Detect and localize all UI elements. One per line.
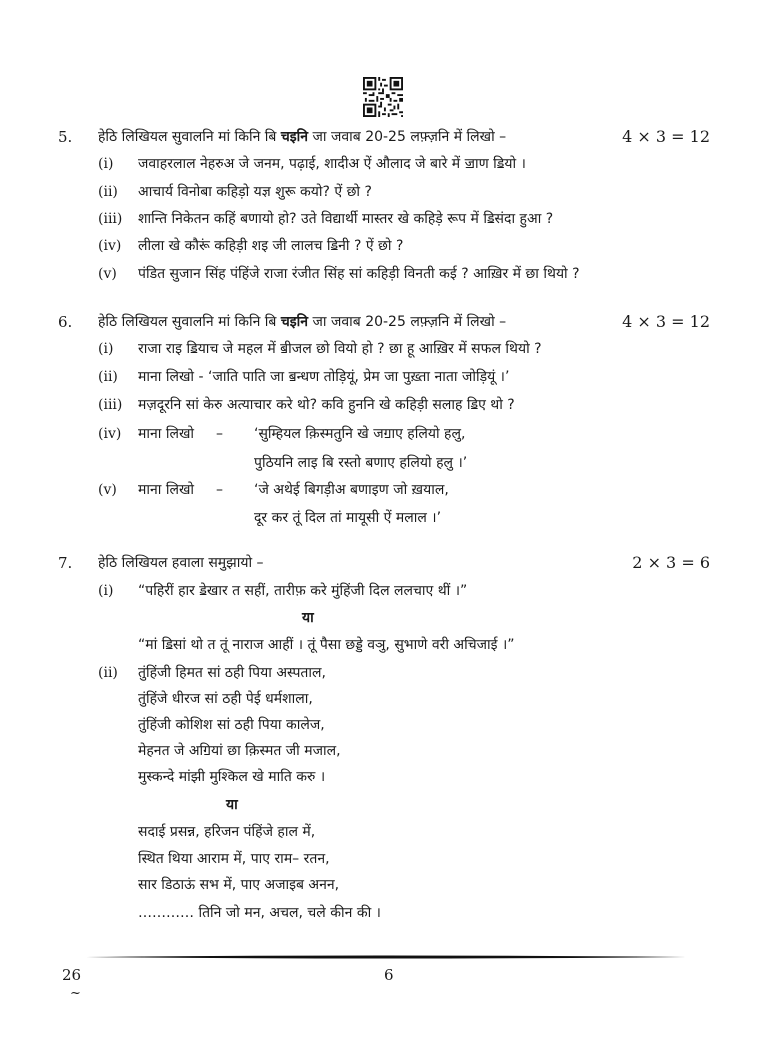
q7-marks: 2 × 3 = 6	[632, 553, 710, 572]
q5-part-text: जवाहरलाल नेहरुअ जे जनम, पढ़ाई, शादीअ ऐं औलाद जे बारे में ॼाण ॾियो ।	[138, 156, 526, 172]
q5-part-label: (i)	[98, 156, 114, 172]
q6-stem: हेठि लिखियल सुवालनि मां किनि बि चइनि जा जवाब 20-25 लफ़्ज़नि में लिखो –	[98, 314, 507, 330]
q6-part-prefix: माना लिखो	[138, 482, 195, 498]
q6-verse-line: ‘सुम्हियल क़िस्मतुनि खे जॻाए हलियो हलु,	[254, 426, 466, 442]
q5-stem: हेठि लिखियल सुवालनि मां किनि बि चइनि जा जवाब 20-25 लफ़्ज़नि में लिखो –	[98, 129, 507, 145]
q5-part-text: लीला खे कौरूं कहिड़ी शइ जी लालच ॾिनी ? ऐं छो ?	[138, 238, 404, 254]
q6-marks: 4 × 3 = 12	[622, 312, 710, 331]
q7-verse-line: सार डिठाऊं सभ में, पाए अजाइब अनन,	[138, 877, 340, 893]
q7-quote: “मां ॾिसां थो त तूं नाराज आहीं । तूं पैसा छड्डे वञु, सुभाणे वरी अचिजाई ।”	[138, 637, 515, 653]
q7-or-label: या	[226, 797, 238, 813]
q6-verse-line: ‘जे अथेई बिगड़ीअ बणाइण जो ख़याल,	[254, 482, 449, 498]
q6-part-prefix: माना लिखो	[138, 426, 195, 442]
q7-verse-line: सदाई प्रसन्न, हरिजन पंहिंजे हाल में,	[138, 824, 316, 840]
q7-verse-line: स्थित थिया आराम में, पाए राम– रतन,	[138, 851, 330, 867]
q5-part-label: (iv)	[98, 238, 122, 254]
q7-verse-line: तुंहिंजी कोशिश सां ठही पिया कालेज,	[138, 717, 325, 733]
q7-verse-line: ………… तिनि जो मन, अचल, चले कीन की ।	[138, 905, 381, 921]
q6-part-label: (iv)	[98, 426, 122, 442]
q6-verse-line: दूर कर तूं दिल तां मायूसी ऐं मलाल ।’	[254, 510, 442, 526]
q7-part-label: (i)	[98, 583, 114, 599]
q5-part-text: पंडित सुजान सिंह पंहिंजे राजा रंजीत सिंह सां कहिड़ी विनती कई ? आख़िर में छा थियो ?	[138, 266, 580, 282]
q5-part-label: (ii)	[98, 184, 118, 200]
q7-verse-line: मेहनत जे अॻियां छा क़िस्मत जी मजाल,	[138, 743, 341, 759]
q7-stem: हेठि लिखियल हवाला समुझायो –	[98, 555, 264, 571]
q6-part-text: राजा राइ ॾियाच जे महल में ॿीजल छो वियो हो ? छा हू आख़िर में सफल थियो ?	[138, 341, 542, 357]
q7-verse-line: तुंहिंजी हिमत सां ठही पिया अस्पताल,	[138, 665, 326, 681]
q6-number: 6.	[58, 313, 73, 331]
q5-number: 5.	[58, 128, 73, 146]
q7-quote: “पहिरीं हार ॾेखार त सहीं, तारीफ़ करे मुंहिंजी दिल ललचाए थीं ।”	[138, 583, 468, 599]
q6-part-dash: –	[216, 426, 223, 442]
q6-part-label: (i)	[98, 341, 114, 357]
q6-part-text: मज़दूरनि सां केरु अत्याचार करे थो? कवि हुननि खे कहिड़ी सलाह ॾिए थो ?	[138, 397, 515, 413]
q5-part-text: शान्ति निकेतन कहिं बणायो हो? उते विद्यार्थी मास्तर खे कहिड़े रूप में ॾिसंदा हुआ ?	[138, 211, 554, 227]
q5-part-text: आचार्य विनोबा कहिड़ो यज्ञ शुरू कयो? ऐं छो ?	[138, 184, 372, 200]
q7-number: 7.	[58, 554, 73, 572]
q5-part-label: (v)	[98, 266, 117, 282]
q6-part-label: (v)	[98, 482, 117, 498]
footer-rule	[86, 955, 686, 959]
paper-code-mark: ~	[70, 986, 81, 1001]
q7-or-label: या	[302, 610, 314, 626]
q6-part-text: माना लिखो - ‘जाति पाति जा ॿन्धण तोड़ियूं, प्रेम जा पुख़्ता नाता जोड़ियूं ।’	[138, 369, 510, 385]
q7-verse-line: तुंहिंजे धीरज सां ठही पेई धर्मशाला,	[138, 691, 313, 707]
q6-part-dash: –	[216, 482, 223, 498]
q5-part-label: (iii)	[98, 211, 123, 227]
q6-part-label: (iii)	[98, 397, 123, 413]
q6-verse-line: पुठियनि लाइ बि रस्तो बणाए हलियो हलु ।’	[254, 455, 468, 471]
paper-code: 26	[62, 966, 82, 984]
q7-verse-line: मुस्कन्दे मांझी मुश्किल खे माति करु ।	[138, 769, 326, 785]
page-number: 6	[384, 966, 394, 984]
q7-part-label: (ii)	[98, 665, 118, 681]
q5-marks: 4 × 3 = 12	[622, 127, 710, 146]
q6-part-label: (ii)	[98, 369, 118, 385]
qr-code	[363, 77, 403, 117]
